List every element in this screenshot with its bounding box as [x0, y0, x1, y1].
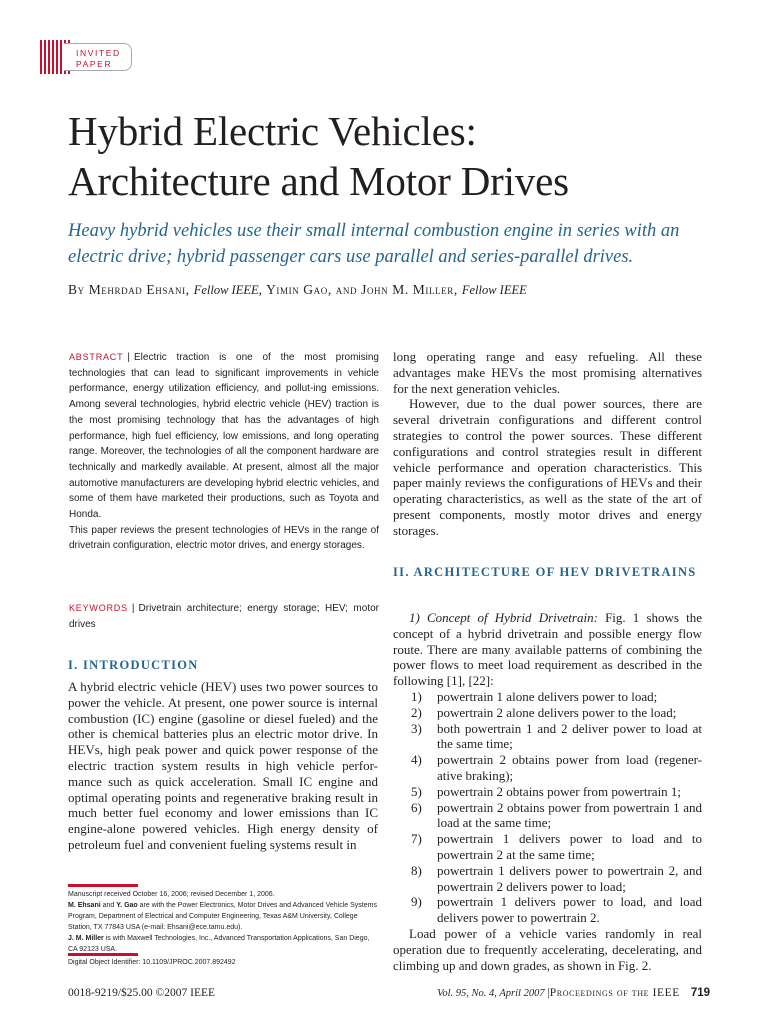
power-flow-number: 5) [411, 783, 422, 799]
byline-by: By [68, 282, 85, 297]
power-flow-item [393, 705, 702, 721]
concept-paragraph [393, 610, 702, 689]
concept-label: 1) Concept of Hybrid Drivetrain: [409, 610, 598, 625]
tag-line-2: PAPER [76, 59, 113, 69]
footer-separator: | [547, 987, 550, 999]
concept-text: Fig. 1 shows the concept of a hybrid drivetrain and possible energy flow route. There are many available patterns of combining the power flows to meet load requirement as described in the following [1], [22]: [393, 610, 702, 689]
power-flow-item [393, 894, 702, 926]
doi: Digital Object Identifier: 10.1109/JPROC.2007.892492 [68, 959, 236, 966]
title-line-1: Hybrid Electric Vehicles: [68, 108, 477, 154]
power-flow-number: 3) [411, 720, 422, 736]
closing-paragraph: Load power of a vehicle varies randomly in real operation due to frequently accelerating, decelerating, and climbing up and down grades, as shown in Fig. 2. [393, 925, 702, 973]
power-flow-number: 7) [411, 831, 422, 847]
footer-volume: Vol. 95, No. 4, April 2007 [437, 988, 545, 999]
power-flow-item [393, 752, 702, 784]
power-flow-list [393, 689, 702, 926]
footnote-miller-affiliation: is with Maxwell Technologies, Inc., Advanced Transportation Applications, San Diego, CA 92123 USA. [68, 935, 370, 953]
power-flow-item [393, 863, 702, 895]
architecture-heading: II. ARCHITECTURE OF HEV DRIVETRAINS [393, 565, 697, 579]
page-number: 719 [690, 987, 710, 999]
power-flow-text: powertrain 2 obtains power from load (regener-ative braking); [437, 752, 702, 783]
abstract-text: Electric traction is one of the most promising technologies that can lead to significant improvements in vehicle performance, energy utilization efficiency, and pollut-ing emissions. Among several technologies, hybrid electric vehicle (HEV) traction is the most promising technology that has the advantages of high performance, high fuel efficiency, low emissions, and long operating range. Moreover, the technologies of all the component hardware are technically and markedly available. At present, almost all the major automotive manufacturers are developing hybrid electric vehicles, and some of them have marketed their productions, such as Toyota and Honda. [69, 352, 379, 521]
author-1-title: Fellow IEEE [193, 283, 259, 297]
power-flow-text: powertrain 1 delivers power to load and to powertrain 2 at the same time; [437, 831, 702, 862]
author-3-title: Fellow IEEE [461, 283, 527, 297]
power-flow-text: powertrain 2 obtains power from powertrain 1; [437, 783, 682, 799]
footer-citation [437, 987, 710, 999]
byline: By Mehrdad Ehsani, Fellow IEEE, Yimin Gao, and John M. Miller, Fellow IEEE [68, 282, 527, 297]
keywords-separator: | [131, 603, 135, 614]
keywords-text: Drivetrain architecture; energy storage; HEV; motor drives [69, 603, 379, 630]
footnote-and: and [102, 902, 115, 909]
footnote-name-ehsani: M. Ehsani [68, 902, 101, 909]
title-line-2: Architecture and Motor Drives [68, 158, 569, 204]
power-flow-item [393, 721, 702, 753]
right-paragraph-1: long operating range and easy refueling. All these advantages make HEVs the most promising alternatives for the next generation vehicles. [393, 349, 702, 396]
power-flow-text: powertrain 1 delivers power to load, and load delivers power to powertrain 2. [437, 894, 702, 926]
footnote-rule [68, 884, 138, 887]
footnote-name-miller: J. M. Miller [68, 935, 104, 942]
right-column-top [393, 349, 702, 539]
right-paragraph-2: However, due to the dual power sources, there are several drivetrain configurations and different control strategies to control the power sources. These different configurations and control strategies result in different vehicle performance and operation characteristics. This paper mainly reviews the configurations of HEVs and their operating characteristics, as well as the state of the art of present components, mostly motor drives and energy storages. [393, 396, 702, 538]
invited-paper-tag [40, 40, 132, 74]
byline-and: and [335, 282, 358, 297]
keywords-label: KEYWORDS [69, 603, 128, 613]
power-flow-text: powertrain 1 delivers power to powertrain 2, and powertrain 2 delivers power to load; [437, 862, 702, 894]
power-flow-number: 2) [411, 704, 422, 720]
power-flow-item [393, 800, 702, 832]
author-1: Mehrdad Ehsani, [88, 282, 190, 297]
abstract-text-2: This paper reviews the present technologies of HEVs in the range of drivetrain configuration, electric motor drives, and energy storages. [69, 524, 379, 552]
intro-paragraph: A hybrid electric vehicle (HEV) uses two power sources to power the vehicle. At present, one power source is internal combustion (IC) engine (gasoline or diesel fueled) and the other is chemical batteries plus an electric motor drive. In HEVs, high peak power and quick power response of the electric traction system results in high vehicle perfor-mance such as quick acceleration. Small IC engine and optimal operating points and regenerative braking result in much better fuel economy and lower emissions than IC engine-alone powered vehicles. High energy density of petroleum fuel and convenient fueling systems result in [68, 679, 378, 852]
footnote-miller [68, 933, 380, 955]
power-flow-text: both powertrain 1 and 2 deliver power to load at the same time; [437, 720, 702, 752]
footnote-name-gao: Y. Gao [116, 902, 138, 909]
power-flow-item [393, 831, 702, 863]
power-flow-text: powertrain 2 alone delivers power to the load; [437, 704, 677, 720]
footnote [68, 889, 380, 955]
paper-title [68, 106, 569, 206]
power-flow-text: powertrain 2 obtains power from powertrain 1 and load at the same time; [437, 799, 702, 831]
abstract [69, 350, 379, 554]
right-column-bottom [393, 610, 702, 973]
footnote-authors [68, 900, 380, 933]
power-flow-number: 1) [411, 688, 422, 704]
intro-heading: I. INTRODUCTION [68, 658, 199, 672]
footer-issn: 0018-9219/$25.00 ©2007 IEEE [68, 987, 216, 999]
doi-rule [68, 953, 138, 956]
power-flow-number: 9) [411, 894, 422, 910]
tag-line-1: INVITED [76, 48, 121, 58]
power-flow-text: powertrain 1 alone delivers power to load; [437, 688, 658, 704]
power-flow-item [393, 689, 702, 705]
power-flow-number: 8) [411, 862, 422, 878]
power-flow-number: 4) [411, 752, 422, 768]
author-3: John M. Miller, [361, 282, 458, 297]
paper-subtitle: Heavy hybrid vehicles use their small internal combustion engine in series with an electric drive; hybrid passenger cars use parallel and series-parallel drives. [68, 221, 680, 267]
footnote-received: Manuscript received October 16, 2006; revised December 1, 2006. [68, 891, 275, 898]
footnote-affiliation: are with the Power Electronics, Motor Drives and Advanced Vehicle Systems Program, Department of Electrical and Computer Engineering, Texas A&M University, College Station, TX 77843 USA (e-mail: Ehsani@ece.tamu.edu). [68, 902, 377, 931]
intro-body [68, 679, 378, 853]
keywords [69, 601, 379, 632]
power-flow-number: 6) [411, 799, 422, 815]
author-2: Yimin Gao, [266, 282, 332, 297]
power-flow-item [393, 784, 702, 800]
abstract-separator: | [127, 352, 131, 363]
footer-journal: Proceedings of the IEEE [549, 987, 680, 999]
abstract-label: ABSTRACT [69, 352, 124, 362]
